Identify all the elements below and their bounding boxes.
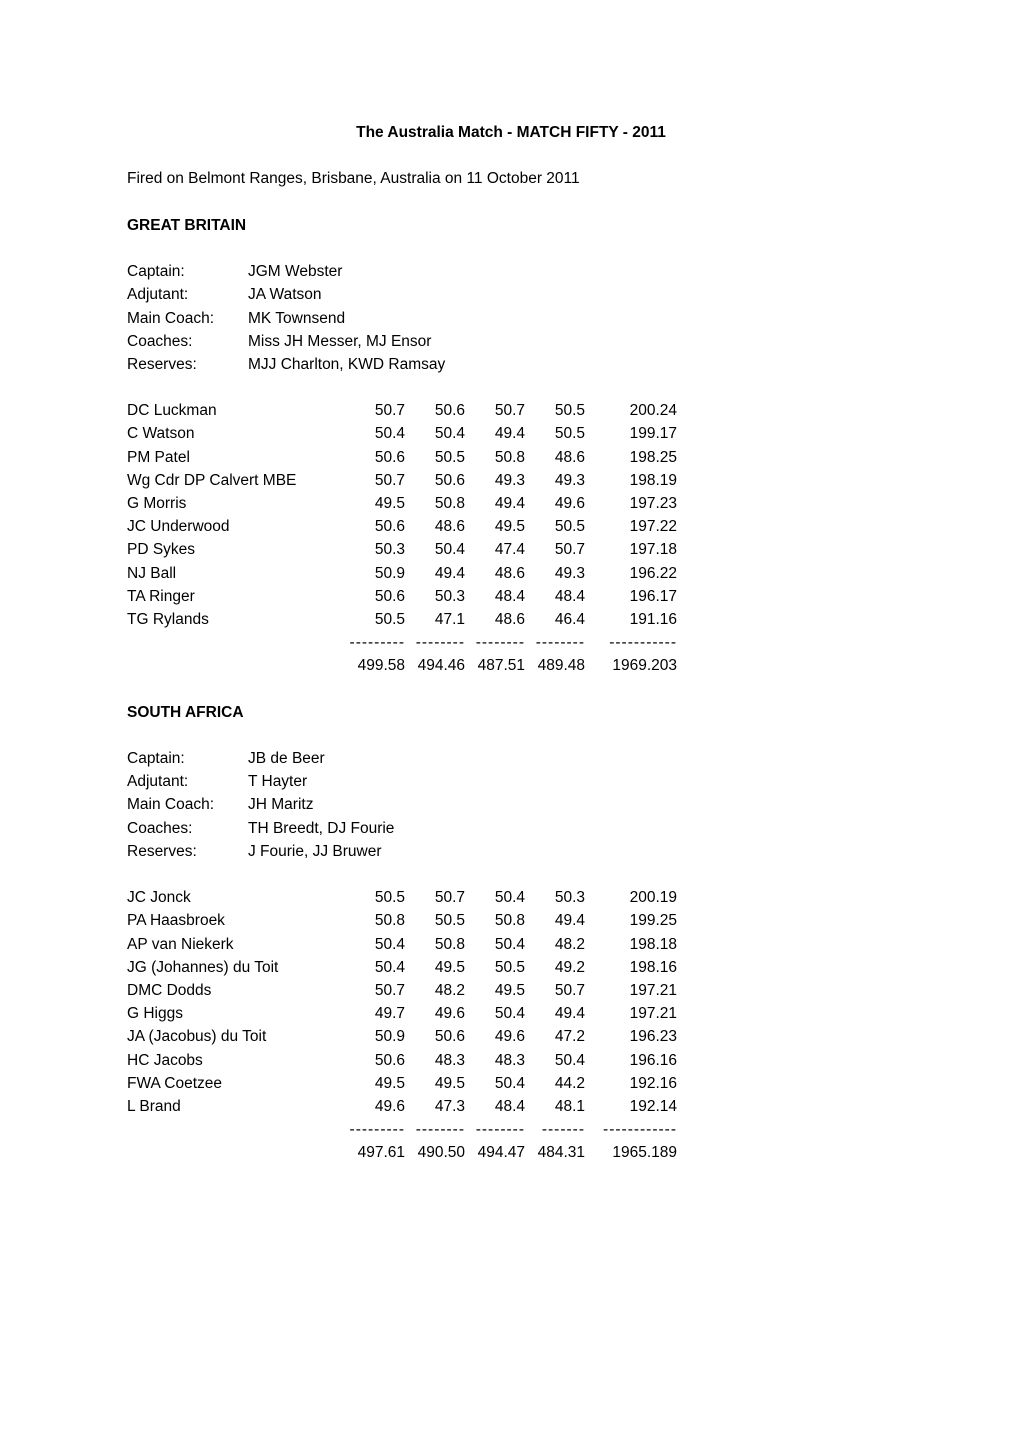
score-cell: 48.1 <box>554 1097 585 1115</box>
score-cell: 50.4 <box>434 425 465 443</box>
team-total-cell: 484.31 <box>537 1144 585 1162</box>
score-cell: 50.7 <box>374 471 405 489</box>
shooter-row <box>127 608 677 631</box>
score-cell: 47.3 <box>434 1097 465 1115</box>
score-cell: 47.2 <box>554 1028 585 1046</box>
official-value: J Fourie, JJ Bruwer <box>248 842 382 860</box>
separator-cell: --------- <box>349 1121 405 1139</box>
score-cell: 48.4 <box>554 587 585 605</box>
score-cell: 50.5 <box>374 889 405 907</box>
score-cell: 50.7 <box>434 889 465 907</box>
score-cell: 48.3 <box>434 1051 465 1069</box>
official-label: Reserves: <box>127 355 197 373</box>
score-cell: 49.6 <box>494 1028 525 1046</box>
score-cell: 50.5 <box>494 958 525 976</box>
score-cell: 50.5 <box>434 448 465 466</box>
shooter-row <box>127 1072 677 1095</box>
shooter-name: FWA Coetzee <box>127 1074 223 1092</box>
score-cell: 49.7 <box>374 1005 405 1023</box>
official-label: Main Coach: <box>127 796 215 814</box>
score-cell: 47.1 <box>434 610 465 628</box>
official-label: Captain: <box>127 263 185 281</box>
score-cell: 50.3 <box>554 889 585 907</box>
official-value: JA Watson <box>248 286 322 304</box>
score-cell: 50.4 <box>494 935 525 953</box>
blank-line <box>127 144 895 167</box>
official-line <box>127 817 895 840</box>
shooter-row <box>127 1049 677 1072</box>
official-label: Adjutant: <box>127 773 189 791</box>
score-cell: 50.5 <box>554 425 585 443</box>
official-line <box>127 330 895 353</box>
shooter-row <box>127 1095 677 1118</box>
score-cell: 50.4 <box>434 541 465 559</box>
shooter-total-cell: 197.23 <box>629 495 677 512</box>
shooter-total-cell: 198.25 <box>629 448 677 466</box>
shooter-total-cell: 197.21 <box>629 1005 677 1023</box>
team-total-cell: 490.50 <box>417 1144 465 1162</box>
official-value: JH Maritz <box>248 796 314 814</box>
score-cell: 47.4 <box>494 541 525 559</box>
score-cell: 50.6 <box>434 402 465 420</box>
score-cell: 48.6 <box>554 448 585 466</box>
shooter-name: DMC Dodds <box>127 981 212 999</box>
separator-cell: ------- <box>541 1121 585 1139</box>
shooter-name: PM Patel <box>127 448 190 466</box>
score-cell: 49.2 <box>554 958 585 976</box>
match-subtitle: Fired on Belmont Ranges, Brisbane, Australia on 11 October 2011 <box>127 170 580 188</box>
shooter-row <box>127 446 677 469</box>
score-cell: 49.5 <box>434 958 465 976</box>
shooter-row <box>127 562 677 585</box>
team-totals-row <box>127 654 677 677</box>
shooter-row <box>127 956 677 979</box>
score-cell: 49.6 <box>374 1097 405 1115</box>
shooter-total-cell: 198.18 <box>629 935 677 953</box>
score-cell: 49.4 <box>494 495 525 512</box>
shooter-row <box>127 515 677 538</box>
score-cell: 49.6 <box>554 495 585 512</box>
blank-line <box>127 724 895 747</box>
official-label: Coaches: <box>127 332 193 350</box>
shooter-total-cell: 197.21 <box>629 981 677 999</box>
official-value: JGM Webster <box>248 263 343 281</box>
empty-cell <box>127 1141 345 1164</box>
shooter-row <box>127 1002 677 1025</box>
score-cell: 50.6 <box>374 587 405 605</box>
blank-line <box>127 191 895 214</box>
shooter-name: PA Haasbroek <box>127 912 225 930</box>
shooter-name: AP van Niekerk <box>127 935 234 953</box>
score-cell: 49.5 <box>494 981 525 999</box>
team-heading: GREAT BRITAIN <box>127 216 247 234</box>
score-cell: 48.6 <box>434 518 465 536</box>
separator-cell: -------- <box>535 634 585 652</box>
shooter-total-cell: 196.22 <box>629 564 677 582</box>
shooter-name: G Morris <box>127 495 187 512</box>
official-line <box>127 770 895 793</box>
score-cell: 50.7 <box>554 981 585 999</box>
shooter-row <box>127 538 677 561</box>
official-line <box>127 307 895 330</box>
shooter-total-cell: 199.17 <box>629 425 677 443</box>
shooter-total-cell: 191.16 <box>629 610 677 628</box>
official-value: MJJ Charlton, KWD Ramsay <box>248 355 446 373</box>
team-total-cell: 494.47 <box>477 1144 525 1162</box>
score-cell: 49.5 <box>434 1074 465 1092</box>
shooter-name: DC Luckman <box>127 402 217 420</box>
score-cell: 49.4 <box>494 425 525 443</box>
score-cell: 50.8 <box>434 935 465 953</box>
separator-row <box>127 631 677 654</box>
score-cell: 50.4 <box>374 958 405 976</box>
shooter-row <box>127 886 677 909</box>
score-cell: 46.4 <box>554 610 585 628</box>
official-line <box>127 747 895 770</box>
empty-cell <box>127 654 345 677</box>
official-label: Main Coach: <box>127 309 215 327</box>
team-section <box>127 214 895 701</box>
score-cell: 48.4 <box>494 587 525 605</box>
score-cell: 49.3 <box>494 471 525 489</box>
blank-line <box>127 1164 895 1187</box>
shooter-name: JC Jonck <box>127 889 191 907</box>
shooter-name: JG (Johannes) du Toit <box>127 958 279 976</box>
score-cell: 50.5 <box>554 518 585 536</box>
separator-cell: -------- <box>475 1121 525 1139</box>
shooter-name: NJ Ball <box>127 564 177 582</box>
teams-container <box>127 214 895 1188</box>
blank-line <box>127 678 895 701</box>
official-line <box>127 353 895 376</box>
team-section <box>127 701 895 1188</box>
blank-line <box>127 376 895 399</box>
team-total-cell: 1965.189 <box>612 1144 677 1162</box>
shooter-total-cell: 196.23 <box>629 1028 677 1046</box>
shooter-name: L Brand <box>127 1097 181 1115</box>
score-cell: 49.3 <box>554 564 585 582</box>
separator-cell: --------- <box>349 634 405 652</box>
shooter-row <box>127 492 677 515</box>
score-cell: 50.6 <box>434 1028 465 1046</box>
score-cell: 50.6 <box>374 1051 405 1069</box>
score-cell: 50.4 <box>494 1074 525 1092</box>
shooter-total-cell: 197.18 <box>629 541 677 559</box>
score-cell: 48.4 <box>494 1097 525 1115</box>
score-cell: 50.6 <box>374 518 405 536</box>
score-cell: 50.3 <box>374 541 405 559</box>
score-cell: 49.4 <box>554 1005 585 1023</box>
score-cell: 50.8 <box>494 912 525 930</box>
team-total-cell: 499.58 <box>357 657 405 675</box>
page-title: The Australia Match - MATCH FIFTY - 2011 <box>356 124 666 141</box>
score-cell: 50.8 <box>494 448 525 466</box>
shooter-row <box>127 979 677 1002</box>
team-heading: SOUTH AFRICA <box>127 703 244 721</box>
separator-cell: -------- <box>475 634 525 652</box>
team-total-cell: 487.51 <box>477 657 525 675</box>
team-total-cell: 489.48 <box>537 657 585 675</box>
score-cell: 50.5 <box>374 610 405 628</box>
shooter-name: C Watson <box>127 425 195 443</box>
separator-cell: ------------ <box>603 1121 677 1139</box>
official-value: T Hayter <box>248 773 308 791</box>
score-cell: 50.5 <box>554 402 585 420</box>
official-line <box>127 840 895 863</box>
official-value: JB de Beer <box>248 750 325 768</box>
score-cell: 49.5 <box>494 518 525 536</box>
shooter-row <box>127 399 677 422</box>
score-cell: 50.4 <box>494 1005 525 1023</box>
shooter-name: TG Rylands <box>127 610 209 628</box>
official-label: Adjutant: <box>127 286 189 304</box>
score-cell: 49.4 <box>554 912 585 930</box>
score-cell: 49.6 <box>434 1005 465 1023</box>
score-cell: 50.4 <box>374 935 405 953</box>
score-cell: 48.2 <box>434 981 465 999</box>
shooter-row <box>127 909 677 932</box>
shooter-total-cell: 198.16 <box>629 958 677 976</box>
team-total-cell: 497.61 <box>357 1144 405 1162</box>
score-cell: 49.4 <box>434 564 465 582</box>
score-cell: 50.7 <box>374 402 405 420</box>
shooter-row <box>127 1025 677 1048</box>
score-cell: 50.7 <box>374 981 405 999</box>
shooter-name: HC Jacobs <box>127 1051 203 1069</box>
score-cell: 48.6 <box>494 564 525 582</box>
official-line <box>127 793 895 816</box>
official-label: Captain: <box>127 750 185 768</box>
score-cell: 49.5 <box>374 495 405 512</box>
score-cell: 50.7 <box>554 541 585 559</box>
score-cell: 50.3 <box>434 587 465 605</box>
empty-cell <box>127 631 345 654</box>
shooter-total-cell: 199.25 <box>629 912 677 930</box>
score-cell: 50.4 <box>374 425 405 443</box>
shooter-name: JC Underwood <box>127 518 230 536</box>
score-cell: 50.5 <box>434 912 465 930</box>
score-cell: 50.4 <box>554 1051 585 1069</box>
shooter-name: G Higgs <box>127 1005 183 1023</box>
score-cell: 50.6 <box>374 448 405 466</box>
team-totals-row <box>127 1141 677 1164</box>
shooter-name: PD Sykes <box>127 541 196 559</box>
official-value: TH Breedt, DJ Fourie <box>248 819 395 837</box>
shooter-row <box>127 933 677 956</box>
shooter-total-cell: 192.16 <box>629 1074 677 1092</box>
shooter-total-cell: 200.19 <box>629 889 677 907</box>
separator-cell: -------- <box>415 634 465 652</box>
score-cell: 50.7 <box>494 402 525 420</box>
shooter-total-cell: 192.14 <box>629 1097 677 1115</box>
score-cell: 48.2 <box>554 935 585 953</box>
shooter-name: TA Ringer <box>127 587 195 605</box>
shooter-total-cell: 196.16 <box>629 1051 677 1069</box>
score-cell: 50.6 <box>434 471 465 489</box>
score-cell: 50.4 <box>494 889 525 907</box>
team-total-cell: 494.46 <box>417 657 465 675</box>
score-cell: 50.9 <box>374 564 405 582</box>
score-cell: 50.8 <box>374 912 405 930</box>
official-line <box>127 283 895 306</box>
shooter-total-cell: 198.19 <box>629 471 677 489</box>
score-cell: 49.5 <box>374 1074 405 1092</box>
shooter-name: JA (Jacobus) du Toit <box>127 1028 267 1046</box>
shooter-total-cell: 197.22 <box>629 518 677 536</box>
shooter-total-cell: 196.17 <box>629 587 677 605</box>
empty-cell <box>127 1118 345 1141</box>
separator-cell: -------- <box>415 1121 465 1139</box>
score-cell: 48.3 <box>494 1051 525 1069</box>
score-cell: 50.8 <box>434 495 465 512</box>
blank-line <box>127 863 895 886</box>
official-line <box>127 260 895 283</box>
separator-row <box>127 1118 677 1141</box>
shooter-row <box>127 469 677 492</box>
blank-line <box>127 237 895 260</box>
shooter-row <box>127 585 677 608</box>
shooter-row <box>127 422 677 445</box>
shooter-total-cell: 200.24 <box>629 402 677 420</box>
document-content <box>127 121 895 1188</box>
official-label: Coaches: <box>127 819 193 837</box>
score-cell: 48.6 <box>494 610 525 628</box>
score-cell: 44.2 <box>554 1074 585 1092</box>
score-cell: 49.3 <box>554 471 585 489</box>
official-value: MK Townsend <box>248 309 346 327</box>
separator-cell: ----------- <box>609 634 677 652</box>
score-cell: 50.9 <box>374 1028 405 1046</box>
shooter-name: Wg Cdr DP Calvert MBE <box>127 471 297 489</box>
official-value: Miss JH Messer, MJ Ensor <box>248 332 432 350</box>
team-total-cell: 1969.203 <box>612 657 677 675</box>
official-label: Reserves: <box>127 842 197 860</box>
